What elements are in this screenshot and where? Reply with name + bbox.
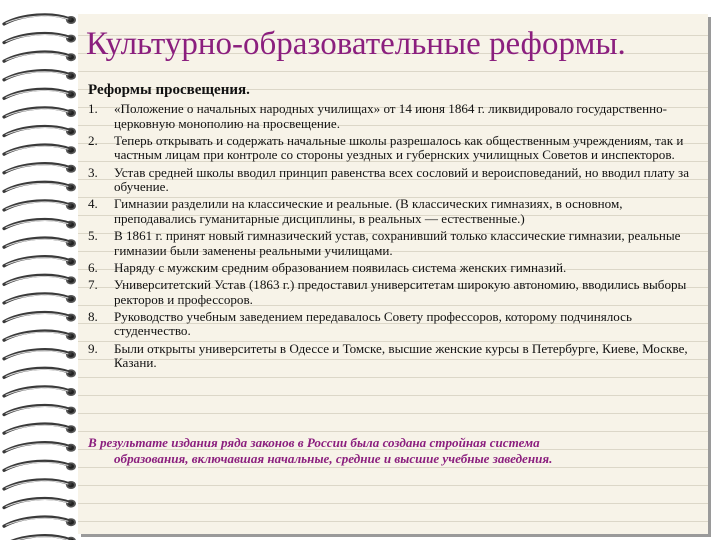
summary-line-2: образования, включавшая начальные, средние и высшие учебные заведения. bbox=[114, 451, 553, 466]
item-text: Университетский Устав (1863 г.) предоставил университетам широкую автономию, вводились выборы ректоров и профессоров. bbox=[114, 277, 687, 307]
reform-list bbox=[88, 102, 700, 373]
list-item bbox=[88, 102, 700, 131]
item-text: «Положение о начальных народных училищах» от 14 июня 1864 г. ликвидировало государственно-церковную монополию на просвещение. bbox=[114, 101, 667, 131]
list-item bbox=[88, 134, 700, 163]
list-item bbox=[88, 342, 700, 371]
summary-text bbox=[88, 435, 700, 467]
item-number: 7. bbox=[88, 277, 98, 293]
list-item bbox=[88, 278, 700, 307]
item-number: 5. bbox=[88, 228, 98, 244]
item-text: Наряду с мужским средним образованием появилась система женских гимназий. bbox=[114, 259, 567, 275]
item-text: Гимназии разделили на классические и реальные. (В классических гимназиях, в основном, преподавались гуманитарные дисциплины, в реальных — естественные.) bbox=[114, 196, 623, 226]
item-number: 9. bbox=[88, 340, 98, 356]
item-text: Были открыты университеты в Одессе и Томске, высшие женские курсы в Петербурге, Киеве, Москве, Казани. bbox=[114, 340, 688, 371]
page-title: Культурно-образовательные реформы. bbox=[86, 26, 626, 62]
item-number: 2. bbox=[88, 132, 98, 148]
spiral-binding-icon bbox=[0, 0, 80, 540]
summary-line-1: В результате издания ряда законов в России была создана стройная система bbox=[88, 435, 540, 450]
list-item bbox=[88, 310, 700, 339]
section-subtitle: Реформы просвещения. bbox=[88, 82, 250, 98]
list-item bbox=[88, 197, 700, 226]
list-item bbox=[88, 229, 700, 258]
item-number: 4. bbox=[88, 196, 98, 212]
item-number: 3. bbox=[88, 164, 98, 180]
item-text: В 1861 г. принят новый гимназический устав, сохранивший только классические гимназии, реальные гимназии были заменены реальными училищами. bbox=[114, 228, 681, 258]
item-number: 6. bbox=[88, 259, 98, 275]
item-number: 1. bbox=[88, 101, 98, 116]
item-text: Руководство учебным заведением передавалось Совету профессоров, которому подчинялось студенчество. bbox=[114, 308, 632, 339]
item-number: 8. bbox=[88, 308, 98, 324]
list-item bbox=[88, 166, 700, 195]
item-text: Теперь открывать и содержать начальные школы разрешалось как общественным учреждениям, так и частным лицам при контроле со стороны уездных и губернских училищных Советов и инспекторов. bbox=[114, 132, 684, 163]
item-text: Устав средней школы вводил принцип равенства всех сословий и вероисповеданий, но вводил плату за обучение. bbox=[114, 164, 690, 195]
list-item bbox=[88, 261, 700, 276]
